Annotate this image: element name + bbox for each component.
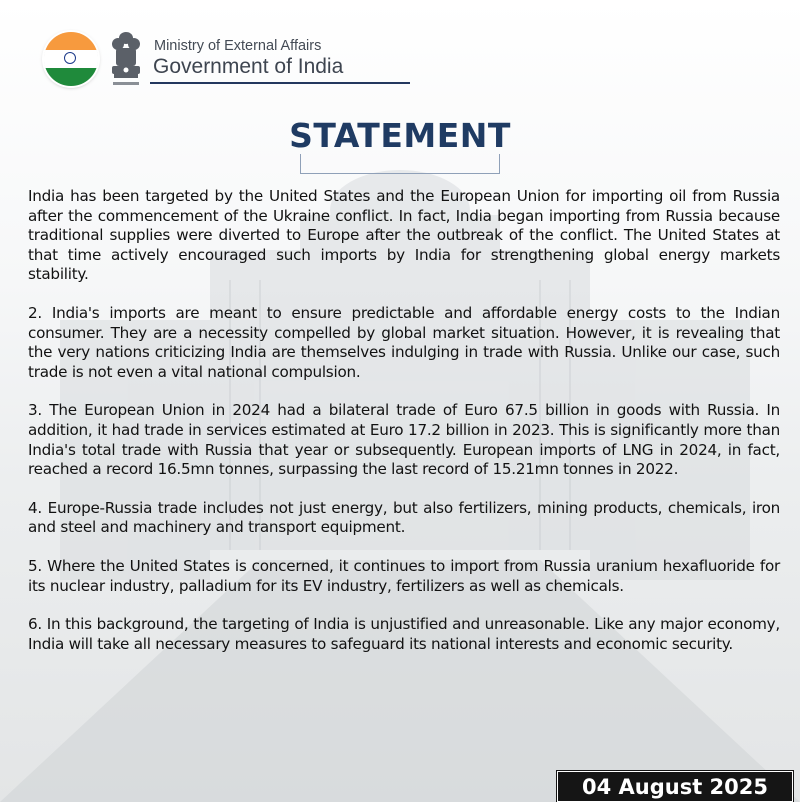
state-emblem-icon bbox=[108, 30, 144, 90]
paragraph-3: 3. The European Union in 2024 had a bilateral trade of Euro 67.5 billion in goods with Russia. In addition, it had trade in services estimated at Euro 17.2 billion in 2023. This is significantly more than India's total trade with Russia that year or subsequently. European imports of LNG in 2024, in fact, reached a record 16.5mn tonnes, surpassing the last record of 15.21mn tonnes in 2022. bbox=[28, 401, 780, 479]
title-bracket-line bbox=[300, 154, 500, 174]
paragraph-5: 5. Where the United States is concerned, it continues to import from Russia uranium hexafluoride for its nuclear industry, palladium for its EV industry, fertilizers as well as chemicals. bbox=[28, 556, 780, 595]
page-title: STATEMENT bbox=[289, 116, 511, 155]
indian-flag-icon bbox=[44, 32, 98, 86]
paragraph-6: 6. In this background, the targeting of India is unjustified and unreasonable. Like any major economy, India will take all necessary measures to safeguard its national interests and economic security. bbox=[28, 615, 780, 653]
statement-body bbox=[28, 187, 780, 673]
paragraph-4: 4. Europe-Russia trade includes not just energy, but also fertilizers, mining products, chemicals, iron and steel and machinery and transport equipment. bbox=[28, 498, 780, 537]
paragraph-1: India has been targeted by the United States and the European Union for importing oil from Russia after the commencement of the Ukraine conflict. In fact, India began importing from Russia because traditional supplies were diverted to Europe after the outbreak of the conflict. The United States at that time actively encouraged such imports by India for strengthening global energy markets stability. bbox=[28, 187, 780, 284]
paragraph-2: 2. India's imports are meant to ensure predictable and affordable energy costs to the Indian consumer. They are a necessity compelled by global market situation. However, it is revealing that the very nations criticizing India are themselves indulging in trade with Russia. Unlike our case, such trade is not even a vital national compulsion. bbox=[28, 303, 780, 381]
ministry-name: Ministry of External Affairs bbox=[154, 38, 322, 54]
government-name: Government of India bbox=[153, 55, 344, 78]
header-underline bbox=[150, 82, 410, 84]
statement-title-block bbox=[0, 116, 800, 166]
date-badge: 04 August 2025 bbox=[557, 771, 793, 802]
ministry-header bbox=[44, 30, 384, 90]
